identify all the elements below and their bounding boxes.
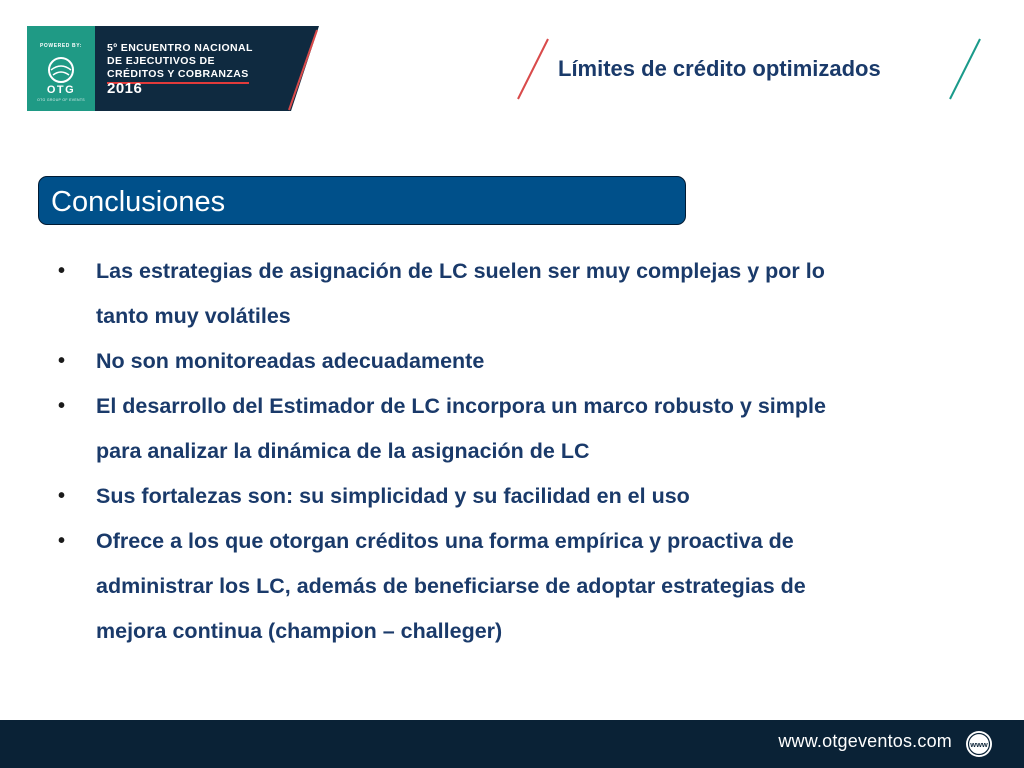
footer-url-link[interactable]: www.otgeventos.com (778, 731, 952, 751)
slide-subtitle: Límites de crédito optimizados (558, 56, 881, 81)
bullet-icon: • (58, 260, 66, 282)
event-title (107, 42, 307, 84)
event-title-line: 5º ENCUENTRO NACIONAL (107, 42, 253, 54)
footer-bar (0, 720, 1024, 768)
red-slash-icon (516, 38, 550, 100)
section-title-bar (38, 176, 686, 225)
list-item (58, 384, 988, 474)
list-item-line: administrar los LC, además de beneficiarse de adoptar estrategias de (96, 574, 806, 598)
list-item (58, 339, 988, 384)
brand-tagline: OTG GROUP OF EVENTS (37, 98, 85, 102)
globe-icon (47, 56, 75, 84)
event-badge (27, 26, 319, 111)
teal-slash-icon (948, 38, 982, 100)
list-item-line: tanto muy volátiles (96, 304, 291, 328)
list-item (58, 519, 988, 654)
list-item (58, 474, 988, 519)
list-item-line: Ofrece a los que otorgan créditos una forma empírica y proactiva de (96, 529, 794, 553)
powered-by-label: POWERED BY: (39, 43, 83, 49)
list-item-line: mejora continua (champion – challeger) (96, 619, 503, 643)
www-icon-text: www (970, 740, 988, 749)
event-title-line: CRÉDITOS Y COBRANZAS (107, 68, 249, 84)
list-item-line: Las estrategias de asignación de LC suelen ser muy complejas y por lo (96, 259, 825, 283)
event-title-line: DE EJECUTIVOS DE (107, 55, 215, 67)
list-item (58, 249, 988, 339)
list-item-line: No son monitoreadas adecuadamente (96, 349, 485, 373)
event-year: 2016 (107, 80, 143, 97)
www-globe-icon (964, 729, 994, 759)
conclusions-list (58, 249, 988, 654)
list-item-line: El desarrollo del Estimador de LC incorpora un marco robusto y simple (96, 394, 826, 418)
brand-name: OTG (46, 84, 76, 96)
otg-logo (27, 26, 95, 111)
bullet-icon: • (58, 350, 66, 372)
bullet-icon: • (58, 485, 66, 507)
list-item-line: Sus fortalezas son: su simplicidad y su facilidad en el uso (96, 484, 690, 508)
list-item-line: para analizar la dinámica de la asignación de LC (96, 439, 590, 463)
bullet-icon: • (58, 395, 66, 417)
section-title: Conclusiones (51, 186, 226, 218)
bullet-icon: • (58, 530, 66, 552)
